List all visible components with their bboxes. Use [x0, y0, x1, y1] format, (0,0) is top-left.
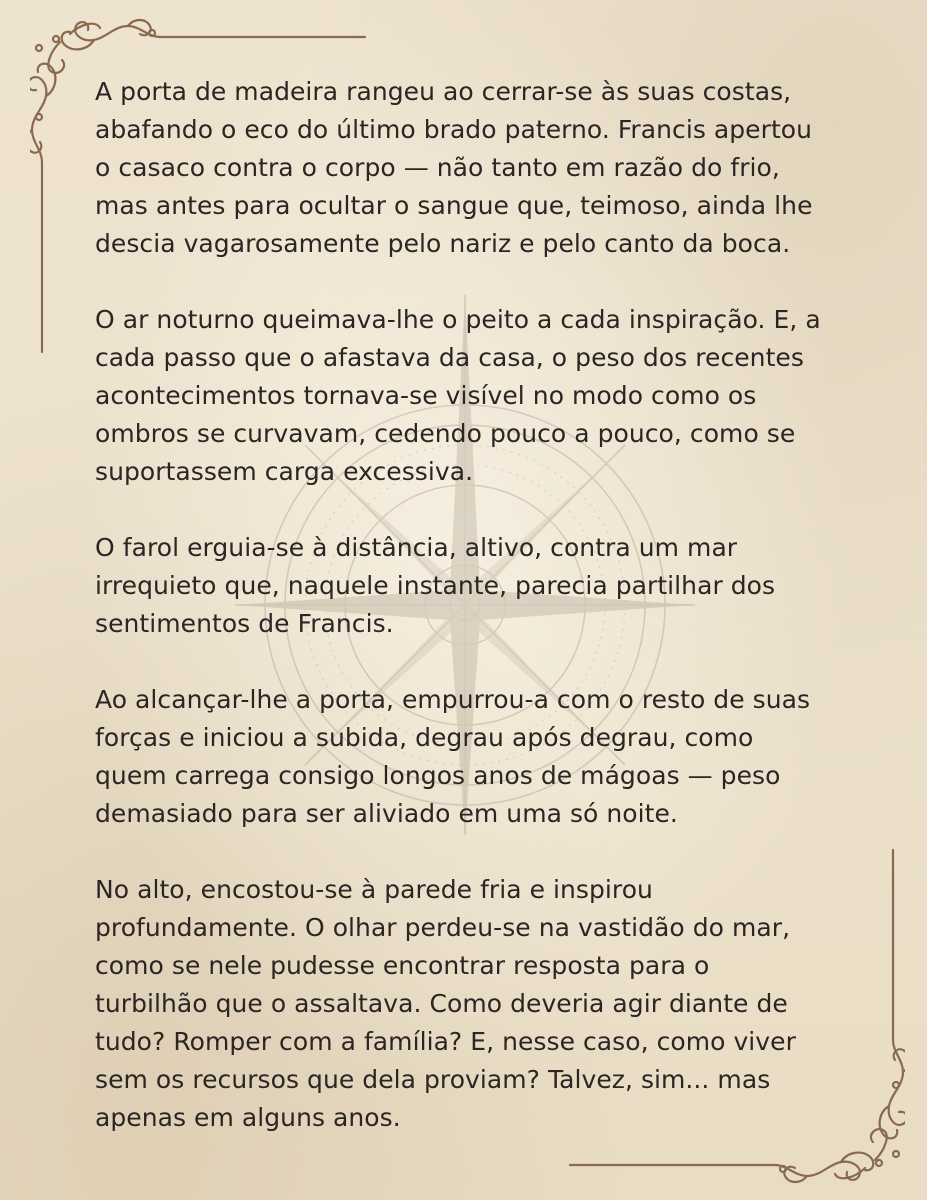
paragraph-2: O ar noturno queimava-lhe o peito a cada inspiração. E, a cada passo que o afastava da casa, o peso dos recentes acontecimentos tornava-se visível no modo como os ombros se curvavam, cedendo pouco a pouco, como se suportassem carga excessiva.: [95, 305, 821, 486]
paragraph-1: A porta de madeira rangeu ao cerrar-se às suas costas, abafando o eco do último brado paterno. Francis apertou o casaco contra o corpo — não tanto em razão do frio, mas antes para ocultar o sangue que, teimoso, ainda lhe descia vagarosamente pelo nariz e pelo canto da boca.: [95, 77, 813, 258]
story-text: [95, 73, 895, 1175]
paragraph-5: No alto, encostou-se à parede fria e inspirou profundamente. O olhar perdeu-se na vastidão do mar, como se nele pudesse encontrar resposta para o turbilhão que o assaltava. Como deveria agir diante de tudo? Romper com a família? E, nesse caso, como viver sem os recursos que dela proviam? Talvez, sim... mas apenas em alguns anos.: [95, 875, 796, 1132]
paragraph-4: Ao alcançar-lhe a porta, empurrou-a com o resto de suas forças e iniciou a subida, degrau após degrau, como quem carrega consigo longos anos de mágoas — peso demasiado para ser aliviado em uma só noite.: [95, 685, 811, 828]
paragraph-3: O farol erguia-se à distância, altivo, contra um mar irrequieto que, naquele instante, parecia partilhar dos sentimentos de Francis.: [95, 533, 776, 638]
